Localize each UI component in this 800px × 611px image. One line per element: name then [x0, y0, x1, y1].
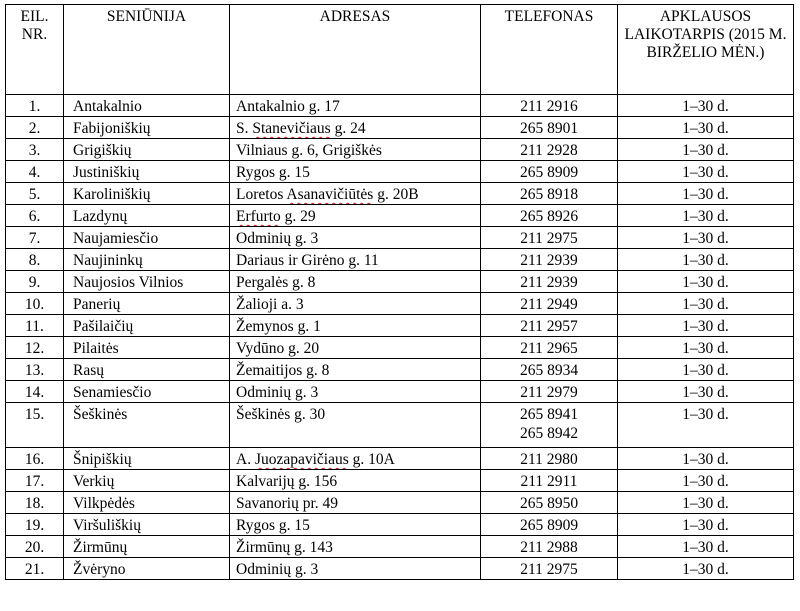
spellcheck-word: Erfurto [236, 208, 281, 225]
table-row [6, 403, 794, 448]
header-telefonas: TELEFONAS [481, 5, 618, 95]
cell-laikotarpis: 1–30 d. [618, 183, 794, 205]
table-row [6, 161, 794, 183]
cell-nr: 5. [6, 183, 64, 205]
cell-telefonas [481, 359, 618, 381]
cell-adresas: Odminių g. 3 [230, 381, 481, 403]
cell-seniunija: Panerių [64, 293, 230, 315]
cell-laikotarpis: 1–30 d. [618, 315, 794, 337]
phone-number: 211 2975 [520, 561, 578, 578]
cell-laikotarpis: 1–30 d. [618, 271, 794, 293]
table-row [6, 271, 794, 293]
cell-telefonas [481, 95, 618, 117]
cell-seniunija: Antakalnio [64, 95, 230, 117]
table-row [6, 448, 794, 470]
header-nr: EIL. NR. [6, 5, 64, 95]
cell-nr: 4. [6, 161, 64, 183]
table-row [6, 227, 794, 249]
cell-telefonas [481, 139, 618, 161]
cell-nr: 15. [6, 403, 64, 448]
cell-telefonas [481, 315, 618, 337]
cell-seniunija: Grigiškių [64, 139, 230, 161]
phone-number: 265 8901 [519, 120, 579, 137]
cell-adresas: Pergalės g. 8 [230, 271, 481, 293]
table-row [6, 183, 794, 205]
cell-adresas: Žirmūnų g. 143 [230, 536, 481, 558]
header-laikotarpis: APKLAUSOS LAIKOTARPIS (2015 M. BIRŽELIO MĖN.) [618, 5, 794, 95]
cell-laikotarpis: 1–30 d. [618, 249, 794, 271]
phone-number: 265 8909 [519, 517, 579, 534]
cell-nr: 11. [6, 315, 64, 337]
cell-nr: 17. [6, 470, 64, 492]
header-adresas: ADRESAS [230, 5, 481, 95]
cell-adresas: Odminių g. 3 [230, 558, 481, 580]
header-seniunija: SENIŪNIJA [64, 5, 230, 95]
seniunijos-table [5, 4, 794, 580]
phone-number: 211 2957 [520, 318, 578, 335]
cell-seniunija: Pilaitės [64, 337, 230, 359]
table-row [6, 337, 794, 359]
cell-telefonas [481, 293, 618, 315]
cell-nr: 2. [6, 117, 64, 139]
cell-nr: 16. [6, 448, 64, 470]
cell-telefonas [481, 381, 618, 403]
cell-telefonas [481, 337, 618, 359]
spellcheck-word: Juozapavičiaus [254, 451, 349, 468]
phone-number: 211 2911 [520, 473, 578, 490]
cell-nr: 6. [6, 205, 64, 227]
cell-telefonas [481, 448, 618, 470]
phone-number: 211 2928 [520, 142, 578, 159]
cell-telefonas [481, 514, 618, 536]
table-row [6, 558, 794, 580]
cell-seniunija: Šeškinės [64, 403, 230, 448]
phone-number: 265 8926 [519, 208, 579, 225]
cell-adresas: Kalvarijų g. 156 [230, 470, 481, 492]
cell-telefonas [481, 205, 618, 227]
table-row [6, 359, 794, 381]
cell-adresas: Žemaitijos g. 8 [230, 359, 481, 381]
cell-adresas: Žemynos g. 1 [230, 315, 481, 337]
phone-number: 211 2939 [520, 274, 578, 291]
cell-laikotarpis: 1–30 d. [618, 381, 794, 403]
cell-nr: 21. [6, 558, 64, 580]
spellcheck-word: Asanavičiūtės [286, 186, 374, 203]
table-row [6, 117, 794, 139]
cell-nr: 10. [6, 293, 64, 315]
cell-telefonas [481, 470, 618, 492]
cell-adresas: Rygos g. 15 [230, 514, 481, 536]
cell-nr: 8. [6, 249, 64, 271]
cell-adresas: Antakalnio g. 17 [230, 95, 481, 117]
phone-number: 265 8942 [519, 425, 579, 442]
cell-seniunija: Rasų [64, 359, 230, 381]
phone-number: 265 8941 [519, 406, 579, 423]
table-row [6, 470, 794, 492]
phone-number: 265 8934 [519, 362, 579, 379]
cell-laikotarpis: 1–30 d. [618, 448, 794, 470]
phone-number: 211 2916 [520, 98, 578, 115]
cell-seniunija: Karoliniškių [64, 183, 230, 205]
table-row [6, 381, 794, 403]
cell-nr: 13. [6, 359, 64, 381]
cell-telefonas [481, 249, 618, 271]
table-row [6, 249, 794, 271]
table-row [6, 492, 794, 514]
phone-number: 265 8909 [519, 164, 579, 181]
cell-telefonas [481, 403, 618, 448]
cell-telefonas [481, 558, 618, 580]
cell-seniunija: Pašilaičių [64, 315, 230, 337]
cell-laikotarpis: 1–30 d. [618, 403, 794, 448]
cell-laikotarpis: 1–30 d. [618, 117, 794, 139]
cell-adresas: Žalioji a. 3 [230, 293, 481, 315]
cell-seniunija: Šnipiškių [64, 448, 230, 470]
cell-seniunija: Naujamiesčio [64, 227, 230, 249]
phone-number: 265 8950 [519, 495, 579, 512]
cell-laikotarpis: 1–30 d. [618, 95, 794, 117]
table-row [6, 536, 794, 558]
cell-nr: 3. [6, 139, 64, 161]
cell-seniunija: Vilkpėdės [64, 492, 230, 514]
spellcheck-word: Stanevičiaus [252, 120, 331, 137]
cell-nr: 18. [6, 492, 64, 514]
cell-telefonas [481, 536, 618, 558]
cell-laikotarpis: 1–30 d. [618, 359, 794, 381]
cell-adresas: Rygos g. 15 [230, 161, 481, 183]
cell-nr: 19. [6, 514, 64, 536]
document-page [5, 4, 794, 580]
cell-laikotarpis: 1–30 d. [618, 139, 794, 161]
phone-number: 211 2965 [520, 340, 578, 357]
phone-number: 211 2980 [520, 451, 578, 468]
cell-adresas: Erfurto g. 29 [230, 205, 481, 227]
table-body [6, 95, 794, 580]
cell-laikotarpis: 1–30 d. [618, 558, 794, 580]
cell-nr: 1. [6, 95, 64, 117]
phone-number: 265 8918 [519, 186, 579, 203]
cell-nr: 12. [6, 337, 64, 359]
cell-seniunija: Senamiesčio [64, 381, 230, 403]
cell-adresas: A. Juozapavičiaus g. 10A [230, 448, 481, 470]
cell-telefonas [481, 492, 618, 514]
cell-nr: 7. [6, 227, 64, 249]
cell-adresas: Dariaus ir Girėno g. 11 [230, 249, 481, 271]
cell-seniunija: Justiniškių [64, 161, 230, 183]
cell-laikotarpis: 1–30 d. [618, 337, 794, 359]
table-row [6, 139, 794, 161]
cell-telefonas [481, 227, 618, 249]
cell-seniunija: Viršuliškių [64, 514, 230, 536]
cell-laikotarpis: 1–30 d. [618, 492, 794, 514]
cell-adresas: Vilniaus g. 6, Grigiškės [230, 139, 481, 161]
table-header-row [6, 5, 794, 95]
phone-number: 211 2988 [520, 539, 578, 556]
cell-laikotarpis: 1–30 d. [618, 536, 794, 558]
phone-number: 211 2979 [520, 384, 578, 401]
phone-number: 211 2949 [520, 296, 578, 313]
cell-laikotarpis: 1–30 d. [618, 293, 794, 315]
table-row [6, 205, 794, 227]
table-row [6, 315, 794, 337]
cell-seniunija: Fabijoniškių [64, 117, 230, 139]
cell-adresas: Vydūno g. 20 [230, 337, 481, 359]
cell-nr: 20. [6, 536, 64, 558]
table-row [6, 514, 794, 536]
cell-telefonas [481, 183, 618, 205]
cell-seniunija: Naujosios Vilnios [64, 271, 230, 293]
cell-adresas: Šeškinės g. 30 [230, 403, 481, 448]
cell-adresas: S. Stanevičiaus g. 24 [230, 117, 481, 139]
cell-seniunija: Lazdynų [64, 205, 230, 227]
cell-telefonas [481, 161, 618, 183]
cell-laikotarpis: 1–30 d. [618, 227, 794, 249]
cell-laikotarpis: 1–30 d. [618, 514, 794, 536]
phone-number: 211 2939 [520, 252, 578, 269]
cell-seniunija: Žvėryno [64, 558, 230, 580]
phone-number: 211 2975 [520, 230, 578, 247]
cell-laikotarpis: 1–30 d. [618, 161, 794, 183]
cell-laikotarpis: 1–30 d. [618, 205, 794, 227]
cell-telefonas [481, 117, 618, 139]
cell-seniunija: Žirmūnų [64, 536, 230, 558]
table-row [6, 293, 794, 315]
cell-adresas: Odminių g. 3 [230, 227, 481, 249]
cell-seniunija: Naujininkų [64, 249, 230, 271]
cell-adresas: Loretos Asanavičiūtės g. 20B [230, 183, 481, 205]
cell-nr: 14. [6, 381, 64, 403]
cell-laikotarpis: 1–30 d. [618, 470, 794, 492]
cell-seniunija: Verkių [64, 470, 230, 492]
cell-nr: 9. [6, 271, 64, 293]
table-row [6, 95, 794, 117]
cell-telefonas [481, 271, 618, 293]
cell-adresas: Savanorių pr. 49 [230, 492, 481, 514]
